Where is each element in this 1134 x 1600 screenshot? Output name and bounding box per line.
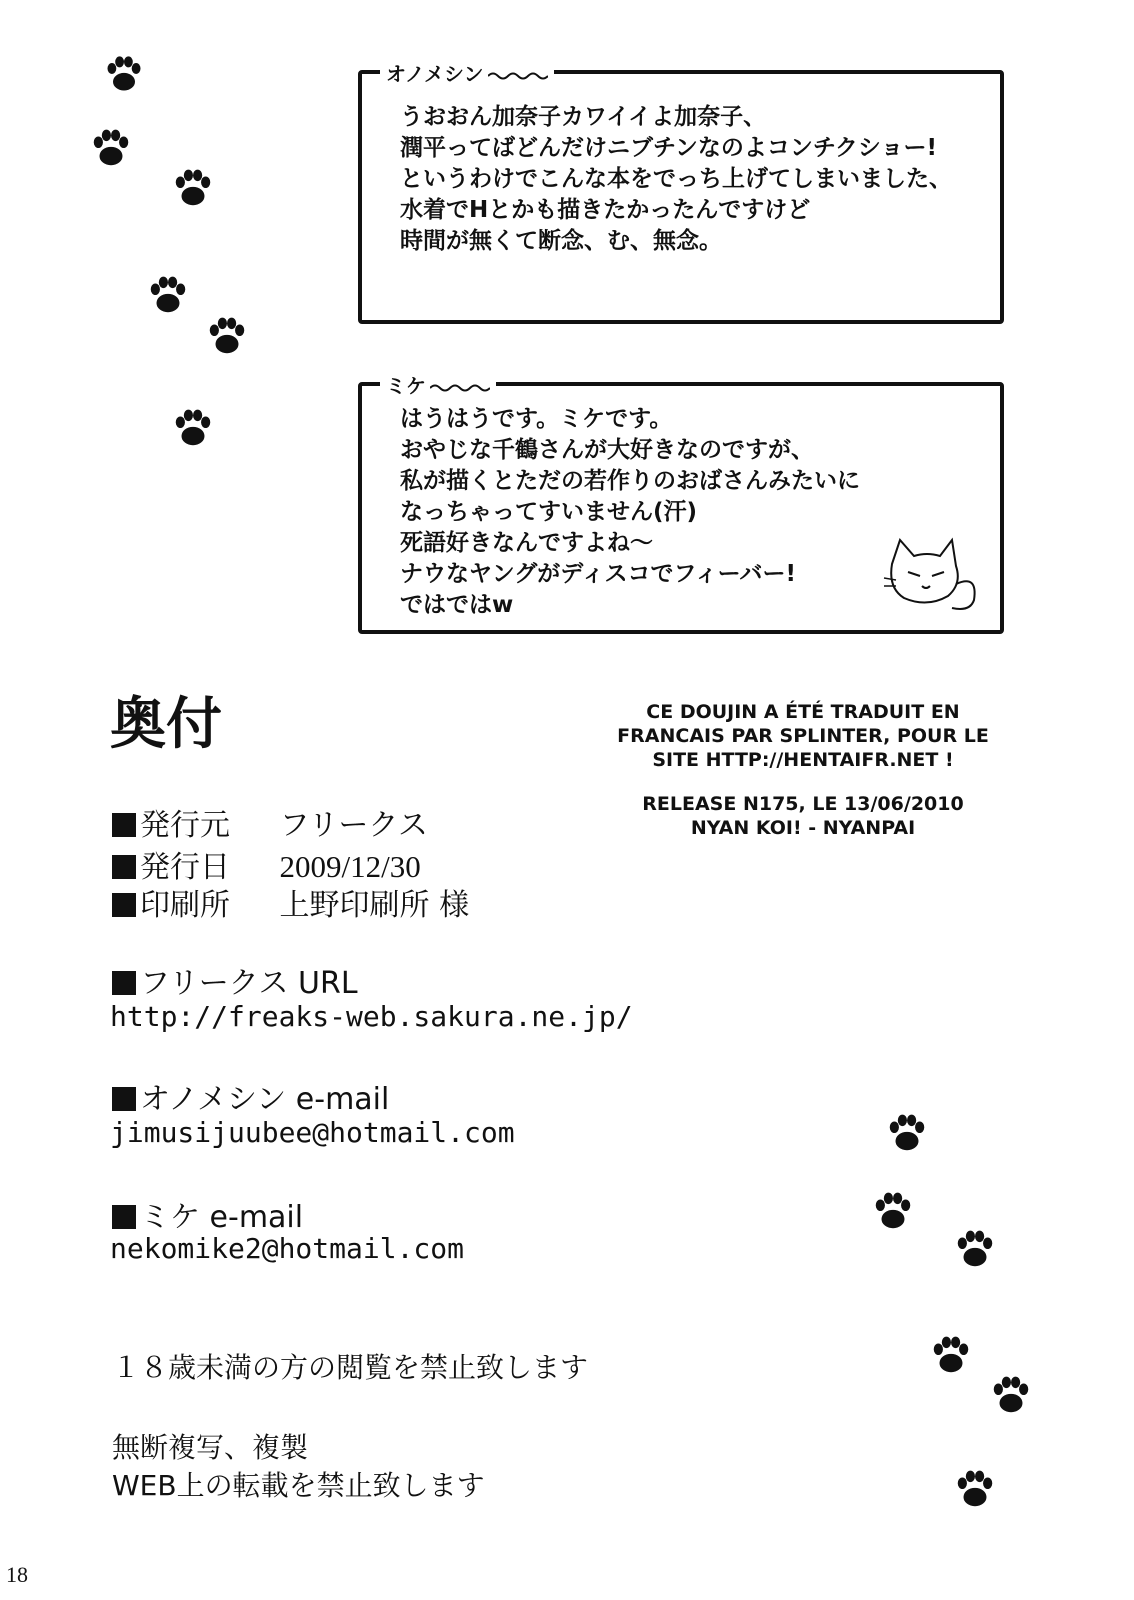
series-title: NYAN KOI! - NYANPAI (690, 817, 916, 839)
mike-email-label: ミケ e-mail (140, 1200, 304, 1235)
issue-date-value: 2009/12/30 (279, 849, 421, 884)
paw-print-icon (102, 52, 146, 96)
comment-line: ではではw (400, 592, 514, 618)
issue-date-label: 発行日 (140, 850, 230, 885)
printer-label: 印刷所 (140, 888, 230, 923)
url-label: フリークス URL (140, 966, 358, 1001)
comment-line: はうはうです。ミケです。 (400, 406, 673, 432)
onomeshin-email-label-row (112, 1074, 389, 1118)
paw-print-icon (145, 272, 191, 318)
paw-print-icon (952, 1466, 998, 1512)
comment-line: 潤平ってばどんだけニブチンなのよコンチクショー! (400, 135, 937, 161)
colophon-title: 奥付 (110, 691, 222, 757)
wavy-line-icon (430, 383, 490, 393)
page-number: 18 (6, 1562, 28, 1587)
comment-line: 水着でHとかも描きたかったんですけど (400, 197, 811, 223)
paw-print-icon (170, 405, 216, 451)
bullet-square-icon (112, 855, 136, 879)
url-label-row (112, 958, 358, 1002)
printer-value: 上野印刷所 様 (279, 888, 470, 923)
comment-line: 私が描くとただの若作りのおばさんみたいに (400, 468, 860, 494)
comment-line: おやじな千鶴さんが大好きなのですが、 (400, 437, 814, 463)
paw-print-icon (204, 313, 250, 359)
bullet-square-icon (112, 1087, 136, 1111)
bullet-square-icon (112, 893, 136, 917)
translation-credit: CE DOUJIN A ÉTÉ TRADUIT EN FRANCAIS PAR SPLINTER, POUR LE SITE HTTP://HENTAIFR.NET ! (617, 701, 989, 771)
paw-print-icon (988, 1372, 1034, 1418)
comment-line: 時間が無くて断念、む、無念。 (400, 228, 722, 254)
comment-line: ナウなヤングがディスコでフィーバー! (400, 561, 796, 587)
paw-print-icon (952, 1226, 998, 1272)
comment-box-title (380, 370, 496, 399)
author-name: オノメシン (386, 62, 484, 86)
publisher-row (112, 800, 428, 844)
comment-line: というわけでこんな本をでっち上げてしまいました、 (400, 166, 952, 192)
printer-row (112, 880, 469, 924)
paw-print-icon (88, 125, 134, 171)
paw-print-icon (170, 165, 216, 211)
comment-line: 死語好きなんですよね〜 (400, 530, 653, 556)
wavy-line-icon (488, 71, 548, 81)
paw-print-icon (870, 1188, 916, 1234)
bullet-square-icon (112, 813, 136, 837)
comment-box-title (380, 58, 554, 87)
website-url[interactable]: http://freaks-web.sakura.ne.jp/ (110, 1000, 633, 1033)
comment-text (400, 404, 860, 621)
publisher-value: フリークス (279, 808, 429, 843)
copy-prohibition-line2: WEB上の転載を禁止致します (112, 1469, 485, 1502)
author-comment-box-mike (358, 374, 1004, 634)
paw-print-icon (884, 1110, 930, 1156)
author-name: ミケ (386, 374, 426, 398)
comment-line: うおおん加奈子カワイイよ加奈子、 (400, 104, 767, 130)
onomeshin-email[interactable]: jimusijuubee@hotmail.com (110, 1116, 515, 1149)
bullet-square-icon (112, 971, 136, 995)
paw-print-icon (928, 1332, 974, 1378)
release-info: RELEASE N175, LE 13/06/2010 (642, 793, 964, 815)
comment-line: なっちゃってすいません(汗) (400, 499, 698, 525)
publisher-label: 発行元 (140, 808, 230, 843)
onomeshin-email-label: オノメシン e-mail (140, 1082, 390, 1117)
comment-text (400, 102, 952, 257)
copy-prohibition-line1: 無断複写、複製 (112, 1431, 309, 1464)
mike-email-label-row (112, 1192, 303, 1236)
mike-email[interactable]: nekomike2@hotmail.com (110, 1232, 465, 1265)
author-comment-box-onomeshin (358, 62, 1004, 324)
bullet-square-icon (112, 1205, 136, 1229)
cat-doodle-icon (882, 534, 982, 614)
translation-note (598, 700, 1008, 840)
age-restriction-notice: １８歳未満の方の閲覧を禁止致します (112, 1351, 589, 1384)
